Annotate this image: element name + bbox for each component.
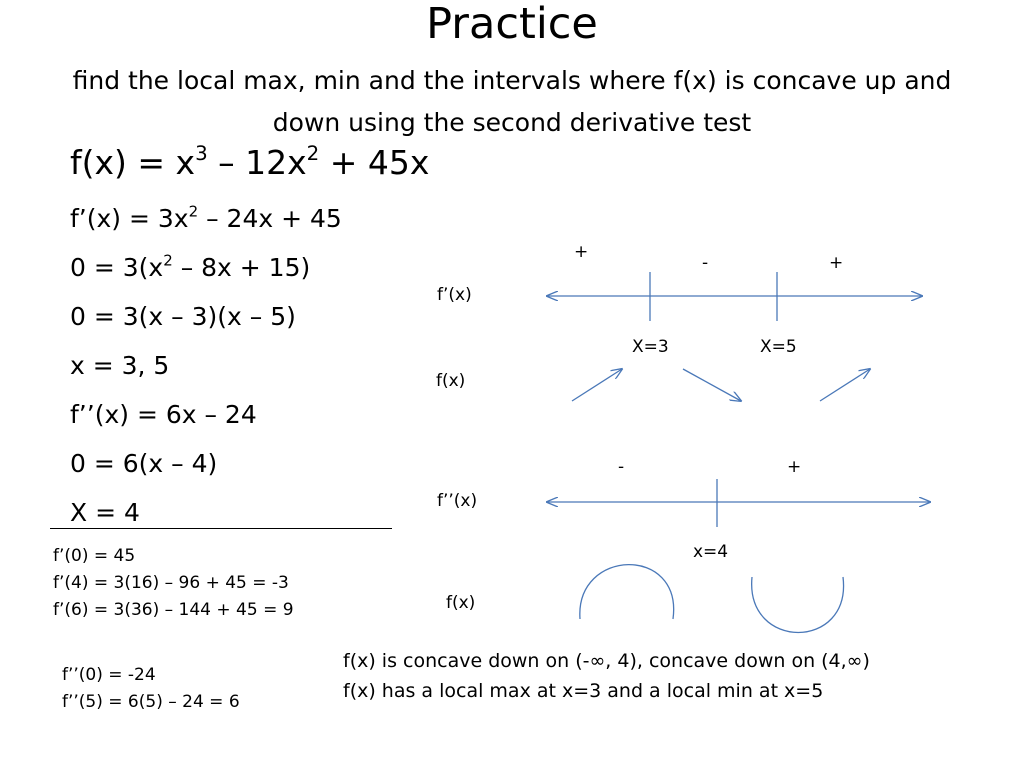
critical-point-label-5: X=5 [760, 337, 797, 357]
first-derivative-suffix: – 24x + 45 [198, 204, 342, 233]
function-exp2: 2 [306, 142, 320, 166]
first-derivative-exp: 2 [188, 202, 199, 221]
set-zero-prefix: 0 = 3(x [70, 253, 164, 282]
function-mid: – 12x [207, 143, 307, 182]
fprime-sign-middle: - [702, 253, 709, 273]
f-behavior-label-1: f(x) [436, 371, 466, 391]
fdoubleprime-sign-left: - [618, 457, 625, 477]
fprime-row-label: f’(x) [437, 285, 472, 305]
set-zero-exp: 2 [163, 251, 173, 270]
factored-step: 0 = 3(x – 3)(x – 5) [70, 302, 296, 331]
inflection-step: X = 4 [70, 498, 140, 527]
check-first-0: f’(0) = 45 [53, 546, 136, 566]
inflection-point-label: x=4 [693, 542, 729, 562]
function-exp1: 3 [195, 142, 208, 166]
check-first-2: f’(6) = 3(36) – 144 + 45 = 9 [53, 600, 294, 620]
slide-title: Practice [426, 0, 598, 49]
function-suffix: + 45x [319, 143, 430, 182]
check-second-1: f’’(5) = 6(5) – 24 = 6 [62, 692, 240, 712]
critical-point-label-3: X=3 [632, 337, 669, 357]
set-zero-suffix: – 8x + 15) [172, 253, 311, 282]
critical-points-step: x = 3, 5 [70, 351, 170, 380]
fdoubleprime-sign-right: + [787, 457, 802, 477]
second-zero-step: 0 = 6(x – 4) [70, 449, 218, 478]
conclusion-extrema: f(x) has a local max at x=3 and a local min at x=5 [343, 680, 824, 702]
f-behavior-label-2: f(x) [446, 593, 476, 613]
increasing-arrow-right [820, 369, 870, 401]
concave-down-arc [580, 565, 674, 619]
check-second-0: f’’(0) = -24 [62, 665, 156, 685]
function-prefix: f(x) = x [70, 143, 196, 182]
check-first-1: f’(4) = 3(16) – 96 + 45 = -3 [53, 573, 289, 593]
fprime-sign-left: + [574, 242, 589, 262]
slide-subtitle: find the local max, min and the intervals where f(x) is concave up and down using the second derivative test [72, 66, 952, 137]
second-derivative-step: f’’(x) = 6x – 24 [70, 400, 257, 429]
decreasing-arrow [683, 369, 741, 401]
concave-up-arc [752, 577, 844, 633]
fdoubleprime-row-label: f’’(x) [437, 491, 478, 511]
first-derivative-prefix: f’(x) = 3x [70, 204, 189, 233]
fprime-sign-right: + [829, 253, 844, 273]
conclusion-concavity: f(x) is concave down on (-∞, 4), concave down on (4,∞) [343, 650, 870, 672]
increasing-arrow-left [572, 369, 622, 401]
